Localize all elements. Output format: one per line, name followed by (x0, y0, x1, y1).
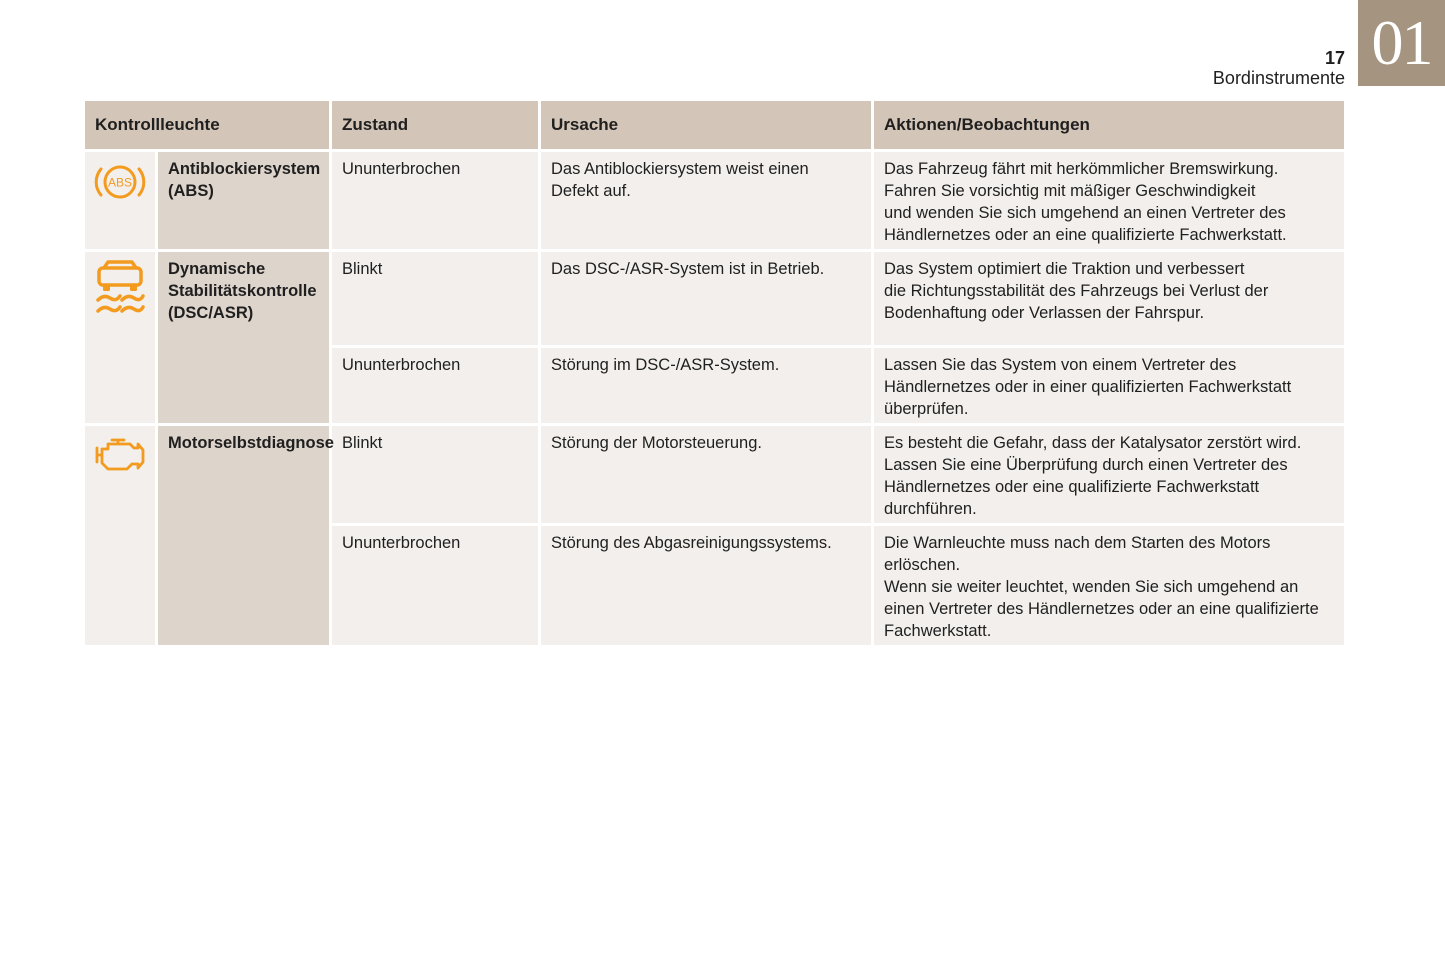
table-row (85, 152, 1344, 249)
state-cell: Ununterbrochen (332, 526, 538, 645)
column-header-zustand: Zustand (332, 101, 538, 149)
column-header-ursache: Ursache (541, 101, 871, 149)
state-cell: Ununterbrochen (332, 152, 538, 249)
engine-check-icon (85, 434, 155, 474)
action-cell: Das Fahrzeug fährt mit herkömmlicher Bremswirkung. Fahren Sie vorsichtig mit mäßiger Geschwindigkeit und wenden Sie sich umgehend an einen Vertreter des Händlernetzes oder an eine qualifizierte Fachwerkstatt. (874, 152, 1344, 249)
cause-cell: Störung im DSC-/ASR-System. (541, 348, 871, 423)
warning-lights-table (82, 98, 1347, 648)
column-header-aktionen: Aktionen/Beobachtungen (874, 101, 1344, 149)
dsc-asr-icon (85, 260, 155, 314)
cause-cell: Störung des Abgasreinigungssystems. (541, 526, 871, 645)
state-cell: Blinkt (332, 252, 538, 345)
table-header-row (85, 101, 1344, 149)
action-cell: Es besteht die Gefahr, dass der Katalysator zerstört wird. Lassen Sie eine Überprüfung durch einen Vertreter des Händlernetzes oder eine qualifizierte Fachwerkstatt durchführen. (874, 426, 1344, 523)
state-cell: Blinkt (332, 426, 538, 523)
cause-cell: Das Antiblockiersystem weist einen Defekt auf. (541, 152, 871, 249)
table-row (85, 252, 1344, 345)
action-cell: Die Warnleuchte muss nach dem Starten des Motors erlöschen. Wenn sie weiter leuchtet, wenden Sie sich umgehend an einen Vertreter des Händlernetzes oder an eine qualifizierte Fachwerkstatt. (874, 526, 1344, 645)
action-cell: Lassen Sie das System von einem Vertreter des Händlernetzes oder in einer qualifizierten Fachwerkstatt überprüfen. (874, 348, 1344, 423)
cause-cell: Störung der Motorsteuerung. (541, 426, 871, 523)
state-cell: Ununterbrochen (332, 348, 538, 423)
section-title: Bordinstrumente (1212, 68, 1345, 88)
svg-text:ABS: ABS (107, 175, 133, 190)
light-name: Antiblockiersystem (ABS) (158, 152, 329, 249)
page-number: 17 (1324, 48, 1345, 68)
table-row (85, 426, 1344, 523)
abs-warning-icon (85, 160, 155, 204)
column-header-kontrollleuchte: Kontrollleuchte (85, 101, 329, 149)
light-name: Motorselbstdiagnose (158, 426, 329, 645)
action-cell: Das System optimiert die Traktion und verbessert die Richtungsstabilität des Fahrzeugs bei Verlust der Bodenhaftung oder Verlassen der Fahrspur. (874, 252, 1344, 345)
icon-cell (85, 426, 155, 645)
chapter-tab: 01 (1358, 0, 1445, 86)
cause-cell: Das DSC-/ASR-System ist in Betrieb. (541, 252, 871, 345)
icon-cell (85, 252, 155, 423)
light-name: Dynamische Stabilitätskontrolle (DSC/ASR) (158, 252, 329, 423)
icon-cell (85, 152, 155, 249)
